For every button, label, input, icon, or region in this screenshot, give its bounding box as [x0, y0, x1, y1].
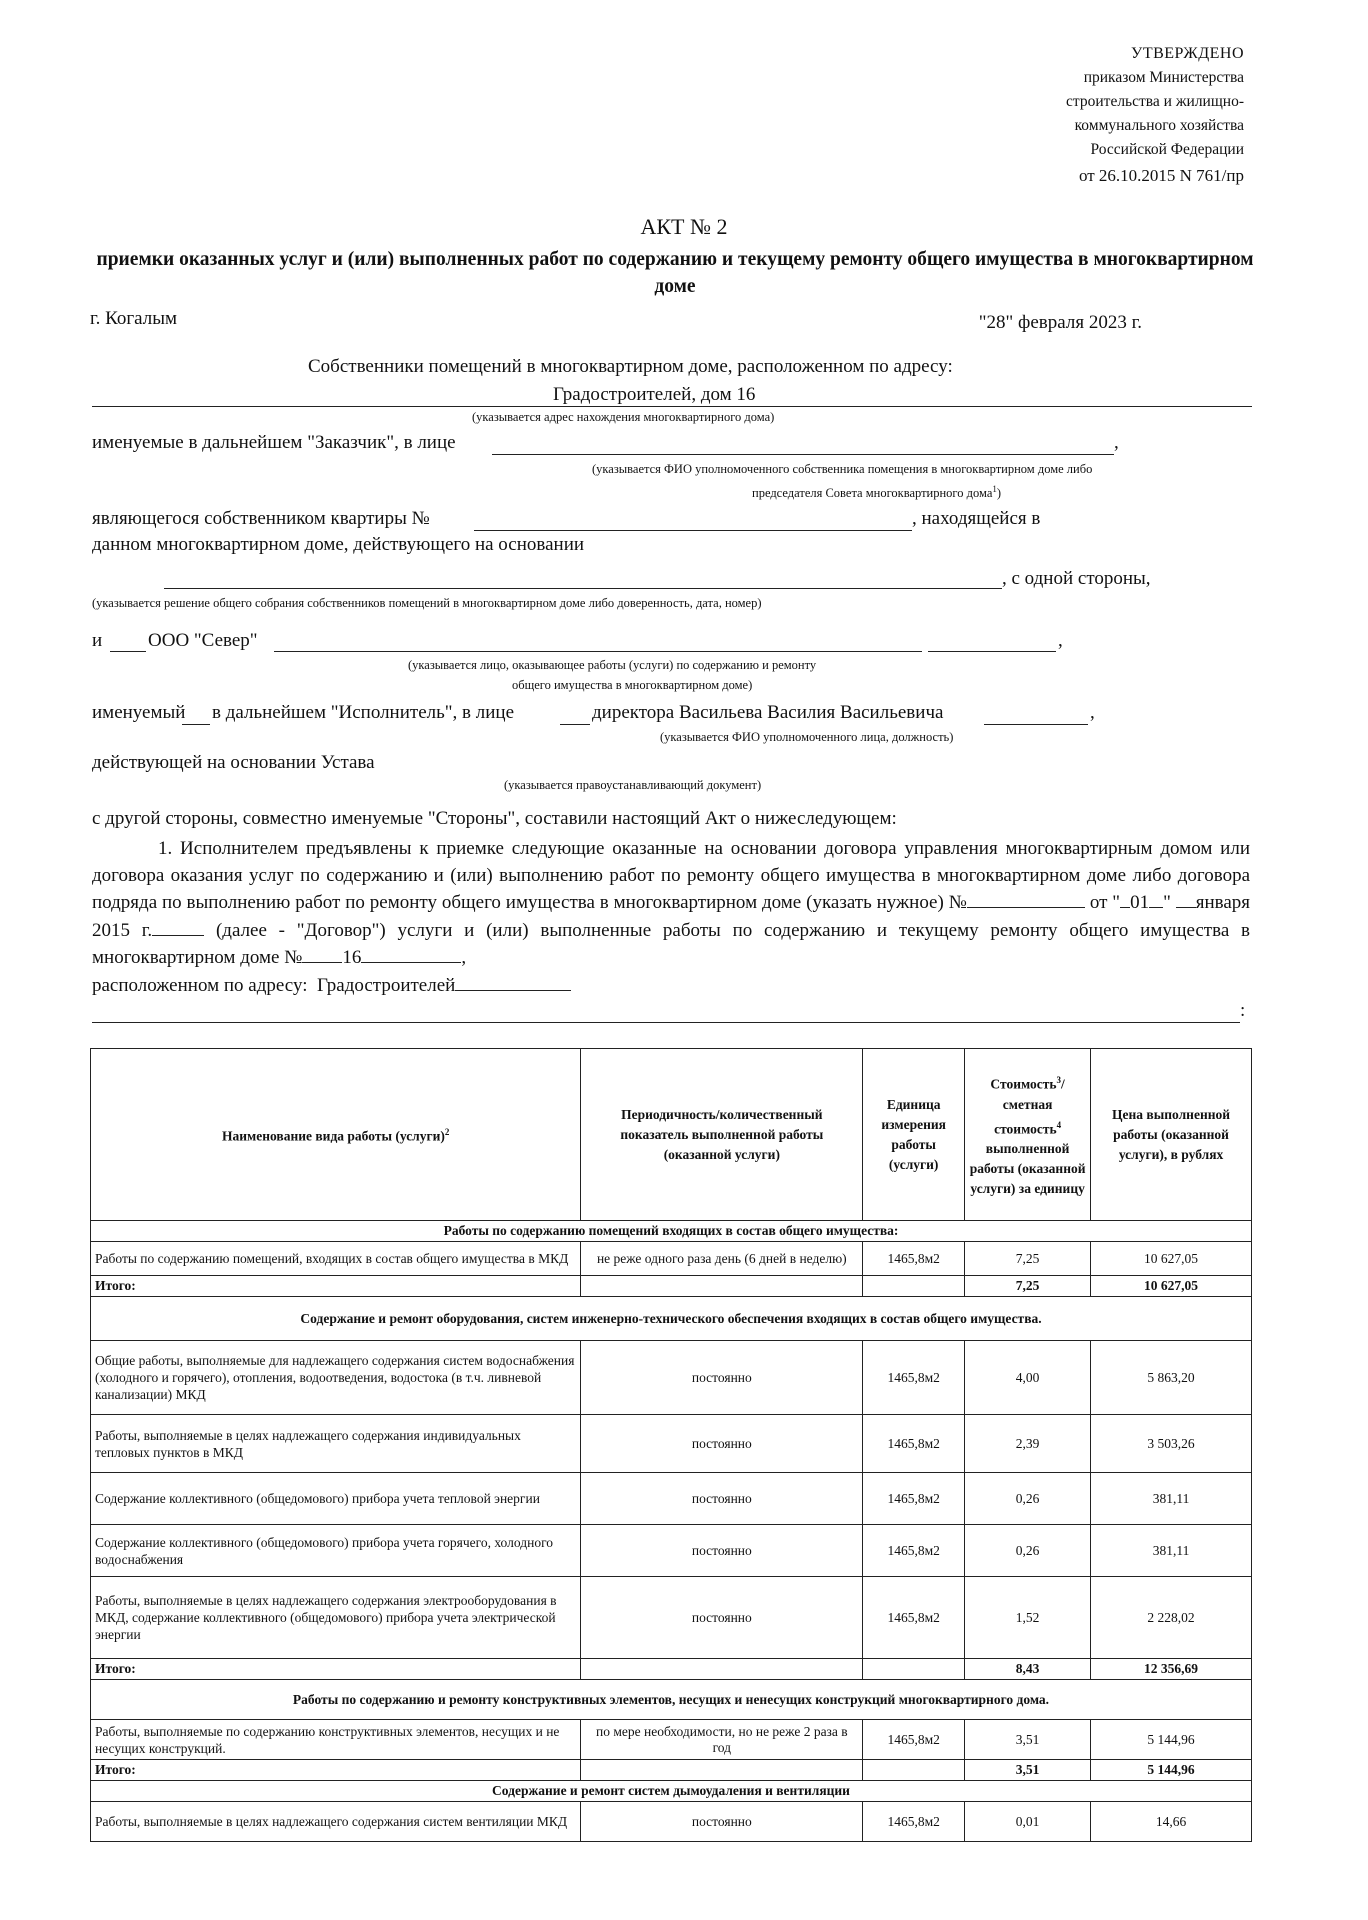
header-unit: Единица измерения работы (услуги)	[863, 1049, 965, 1221]
house-number: 16	[342, 947, 362, 968]
table-row: Работы по содержанию помещений, входящих в состав общего имущества в МКД не реже одного раза день (6 дней в неделю) 1465,8м2 7,25 10 627,05	[91, 1242, 1252, 1276]
table-row: Содержание коллективного (общедомового) прибора учета тепловой энергии постоянно 1465,8м2 0,26 381,11	[91, 1473, 1252, 1525]
named-prefix: именуемый	[92, 702, 186, 723]
total-row: Итого: 8,43 12 356,69	[91, 1659, 1252, 1680]
clause-1: 1. Исполнителем предъявлены к приемке следующие оказанные на основании договора управления многоквартирным домом или договора оказания услуг по содержанию и (или) выполнению работ по ремонту общего имущества в многоквартирном доме либо договора подряда по выполнению работ по ремонту общего имущества в многоквартирном доме (указать нужное) № от " 01 " января 2015 г. (далее - "Договор") услуги и (или) выполненные работы по содержанию и текущему ремонту общего имущества в многоквартирном доме № 16 , расположенном по адресу: Градостроителей	[92, 838, 1251, 996]
contractor-hint-2: общего имущества в многоквартирном доме)	[512, 678, 753, 692]
approved-line: строительства и жилищно-	[1066, 93, 1244, 110]
apartment-underline	[474, 530, 912, 531]
approved-line: УТВЕРЖДЕНО	[1130, 45, 1244, 62]
approved-line: Российской Федерации	[1090, 141, 1244, 158]
address-underline-2	[92, 1022, 1240, 1023]
table-row: Работы, выполняемые по содержанию конструктивных элементов, несущих и не несущих конструкций. по мере необходимости, но не реже 2 раза в год 1465,8м2 3,51 5 144,96	[91, 1720, 1252, 1760]
side-one: , с одной стороны,	[1002, 568, 1151, 589]
table-row: Работы, выполняемые в целях надлежащего содержания электрооборудования в МКД, содержание коллективного (общедомового) прибора учета электрической энергии постоянно 1465,8м2 1,52 2 228,02	[91, 1577, 1252, 1659]
section-title-row: Содержание и ремонт оборудования, систем инженерно-технического обеспечения входящих в состав общего имущества.	[91, 1297, 1252, 1341]
representative-hint: (указывается ФИО уполномоченного лица, должность)	[660, 730, 954, 744]
header-price: Цена выполненной работы (оказанной услуги), в рублях	[1091, 1049, 1252, 1221]
approved-line: от 26.10.2015 N 761/пр	[1078, 166, 1244, 185]
basis-underline	[164, 588, 1002, 589]
table-row: Работы, выполняемые в целях надлежащего содержания систем вентиляции МКД постоянно 1465,8м2 0,01 14,66	[91, 1802, 1252, 1842]
table-header-row	[91, 1049, 1252, 1221]
customer-underline	[492, 454, 1114, 455]
representative: директора Васильева Василия Васильевича	[592, 702, 944, 723]
owner-prefix: являющегося собственником квартиры №	[92, 508, 430, 529]
contractor-basis-hint: (указывается правоустанавливающий документ)	[504, 778, 762, 792]
clause-address: Градостроителей	[317, 974, 456, 996]
section-title-row: Содержание и ремонт систем дымоудаления и вентиляции	[91, 1781, 1252, 1802]
header-periodicity: Периодичность/количественный показатель выполненной работы (оказанной услуги)	[581, 1049, 863, 1221]
address-underline	[92, 406, 1252, 407]
contract-month: января 2015 г.	[92, 892, 1251, 941]
contractor-hint: (указывается лицо, оказывающее работы (услуги) по содержанию и ремонту	[408, 658, 817, 672]
contractor-basis: действующей на основании Устава	[92, 752, 375, 773]
section-title-row: Работы по содержанию помещений входящих в состав общего имущества:	[91, 1221, 1252, 1242]
document-page: УТВЕРЖДЕНО приказом Министерства строительства и жилищно- коммунального хозяйства Российской Федерации от 26.10.2015 N 761/пр АКТ № 2 приемки оказанных услуг и (или) выполненных работ по содержанию и текущему ремонту общего имущества в многоквартирном доме г. Когалым "28" февраля 2023 г. Собственники помещений в многоквартирном доме, расположенном по адресу: Градостроителей, дом 16 (указывается адрес нахождения многоквартирного дома) именуемые в дальнейшем "Заказчик", в лице , (указывается ФИО уполномоченного собственника помещения в многоквартирном доме либо председателя Совета многоквартирного дома$^1$) являющегося собственником квартиры № , находящейся в данном многоквартирном доме, действующего на основании , с одной стороны, (указывается решение общего собрания собственников помещений в многоквартирном доме либо доверенность, дата, номер) и ООО "Север" , (указывается лицо, оказывающее работы (услуги) по содержанию и ремонту общего имущества в многоквартирном доме) именуемый в дальнейшем "Исполнитель", в лице директора Васильева Василия Васильевича , (указывается ФИО уполномоченного лица, должность) действующей на основании Устава (указывается правоустанавливающий документ) с другой стороны, совместно именуемые "Стороны", составили настоящий Акт о нижеследующем: 1. Исполнителем предъявлены к приемке следующие оказанные на основании договора управления многоквартирным домом или договора оказания услуг по содержанию и (или) выполнению работ по ремонту общего имущества в многоквартирном доме либо договора подряда по выполнению работ по ремонту общего имущества в многоквартирном доме (указать нужное) № от " 01 " января 2015 г. (далее - "Договор") услуги и (или) выполненные работы по содержанию и текущему ремонту общего имущества в многоквартирном доме № 16 , расположенном по адресу: Градостроителей : Наименование вида работы (услуги)$^2$ Периодичность/количественный показатель выполненной работы (оказанной услуги) Единица измерения работы (услуги) Стоимость$^3$/сметная стоимость$^4$ выполненной работы (оказанной услуги) за единицу Цена выполненной работы (оказанной услуги), в рублях Работы по содержанию помещений входящих в состав общего имущества: Работы по содержанию помещений, входящих в состав общего имущества в МКД не реже одного раза день (6 дней в неделю) 1465,8м2 7,25 10 627,05 Итого: 7,25 10 627,05 Содержание и ремонт оборудования, систем инженерно-технического обеспечения входящих в состав общего имущества. Общие работы, выполняемые для надлежащего содержания систем водоснабжения (холодного и горячего), отопления, водоотведения, водостока (в т.ч. ливневой канализации) МКД постоянно 1465,8м2 4,00 5 863,20 Работы, выполняемые в целях надлежащего содержания индивидуальных тепловых пунктов в МКД постоянно 1465,8м2 2,39 3 503,26 Содержание коллективного (общедомового) прибора учета тепловой энергии постоянно 1465,8м2 0,26 381,11 Содержание коллективного (общедомового) прибора учета горячего, холодного водоснабжения постоянно 1465,8м2 0,26 381,11 Работы, выполняемые в целях надлежащего содержания электрооборудования в МКД, содержание коллективного (общедомового) прибора учета электрической энергии постоянно 1465,8м2 1,52 2 228,02 Итого: 8,43 12 356,69 Работы по содержанию и ремонту конструктивных элементов, несущих и ненесущих конструкций многоквартирного дома. Работы, выполняемые по содержанию конструктивных элементов, несущих и не несущих конструкций. по мере необходимости, но не реже 2 раза в год 1465,8м2 3,51 5 144,96 Итого: 3,51 5 144,96 Содержание и ремонт систем дымоудаления и вентиляции Работы, выполняемые в целях надлежащего содержания систем вентиляции МКД постоянно 1465,8м2 0,01 14,66	[0, 0, 1368, 1920]
header-name: Наименование вида работы (услуги)$^2$	[91, 1049, 581, 1221]
table-row: Работы, выполняемые в целях надлежащего содержания индивидуальных тепловых пунктов в МКД постоянно 1465,8м2 2,39 3 503,26	[91, 1415, 1252, 1473]
approval-stamp-block	[1066, 42, 1244, 188]
act-city: г. Когалым	[90, 308, 178, 329]
act-date: "28" февраля 2023 г.	[978, 312, 1142, 333]
basis-hint: (указывается решение общего собрания собственников помещений в многоквартирном доме либо доверенность, дата, номер)	[92, 596, 762, 610]
contractor-name: ООО "Север"	[148, 630, 258, 651]
owners-address: Градостроителей, дом 16	[553, 384, 756, 405]
table-row: Общие работы, выполняемые для надлежащего содержания систем водоснабжения (холодного и горячего), отопления, водоотведения, водостока (в т.ч. ливневой канализации) МКД постоянно 1465,8м2 4,00 5 863,20	[91, 1341, 1252, 1415]
approved-line: приказом Министерства	[1083, 69, 1244, 86]
customer-prefix: именуемые в дальнейшем "Заказчик", в лице	[92, 432, 456, 453]
section-title-row: Работы по содержанию и ремонту конструктивных элементов, несущих и ненесущих конструкций многоквартирного дома.	[91, 1680, 1252, 1720]
contract-day: 01	[1130, 892, 1150, 913]
table-row: Содержание коллективного (общедомового) прибора учета горячего, холодного водоснабжения постоянно 1465,8м2 0,26 381,11	[91, 1525, 1252, 1577]
owner-line2: данном многоквартирном доме, действующего на основании	[92, 534, 585, 555]
act-title: приемки оказанных услуг и (или) выполненных работ по содержанию и текущему ремонту общего имущества в многоквартирном доме	[96, 249, 1254, 297]
address-hint: (указывается адрес нахождения многоквартирного дома)	[472, 410, 775, 424]
named-mid: в дальнейшем "Исполнитель", в лице	[212, 702, 514, 723]
act-number: АКТ № 2	[640, 214, 728, 239]
total-row: Итого: 7,25 10 627,05	[91, 1276, 1252, 1297]
customer-hint: (указывается ФИО уполномоченного собственника помещения в многоквартирном доме либо	[592, 462, 1093, 476]
customer-hint-2: председателя Совета многоквартирного дома$^1$)	[752, 484, 1002, 501]
works-table	[90, 1048, 1252, 1842]
contractor-underline	[274, 651, 922, 652]
header-cost: Стоимость$^3$/сметная стоимость$^4$ выполненной работы (оказанной услуги) за единицу	[965, 1049, 1091, 1221]
approved-line: коммунального хозяйства	[1074, 117, 1244, 134]
contractor-prefix: и	[92, 630, 103, 651]
other-side-text: с другой стороны, совместно именуемые "Стороны", составили настоящий Акт о нижеследующем:	[92, 808, 897, 829]
owner-suffix: , находящейся в	[912, 508, 1041, 529]
owners-intro: Собственники помещений в многоквартирном доме, расположенном по адресу:	[308, 356, 953, 377]
total-row: Итого: 3,51 5 144,96	[91, 1760, 1252, 1781]
